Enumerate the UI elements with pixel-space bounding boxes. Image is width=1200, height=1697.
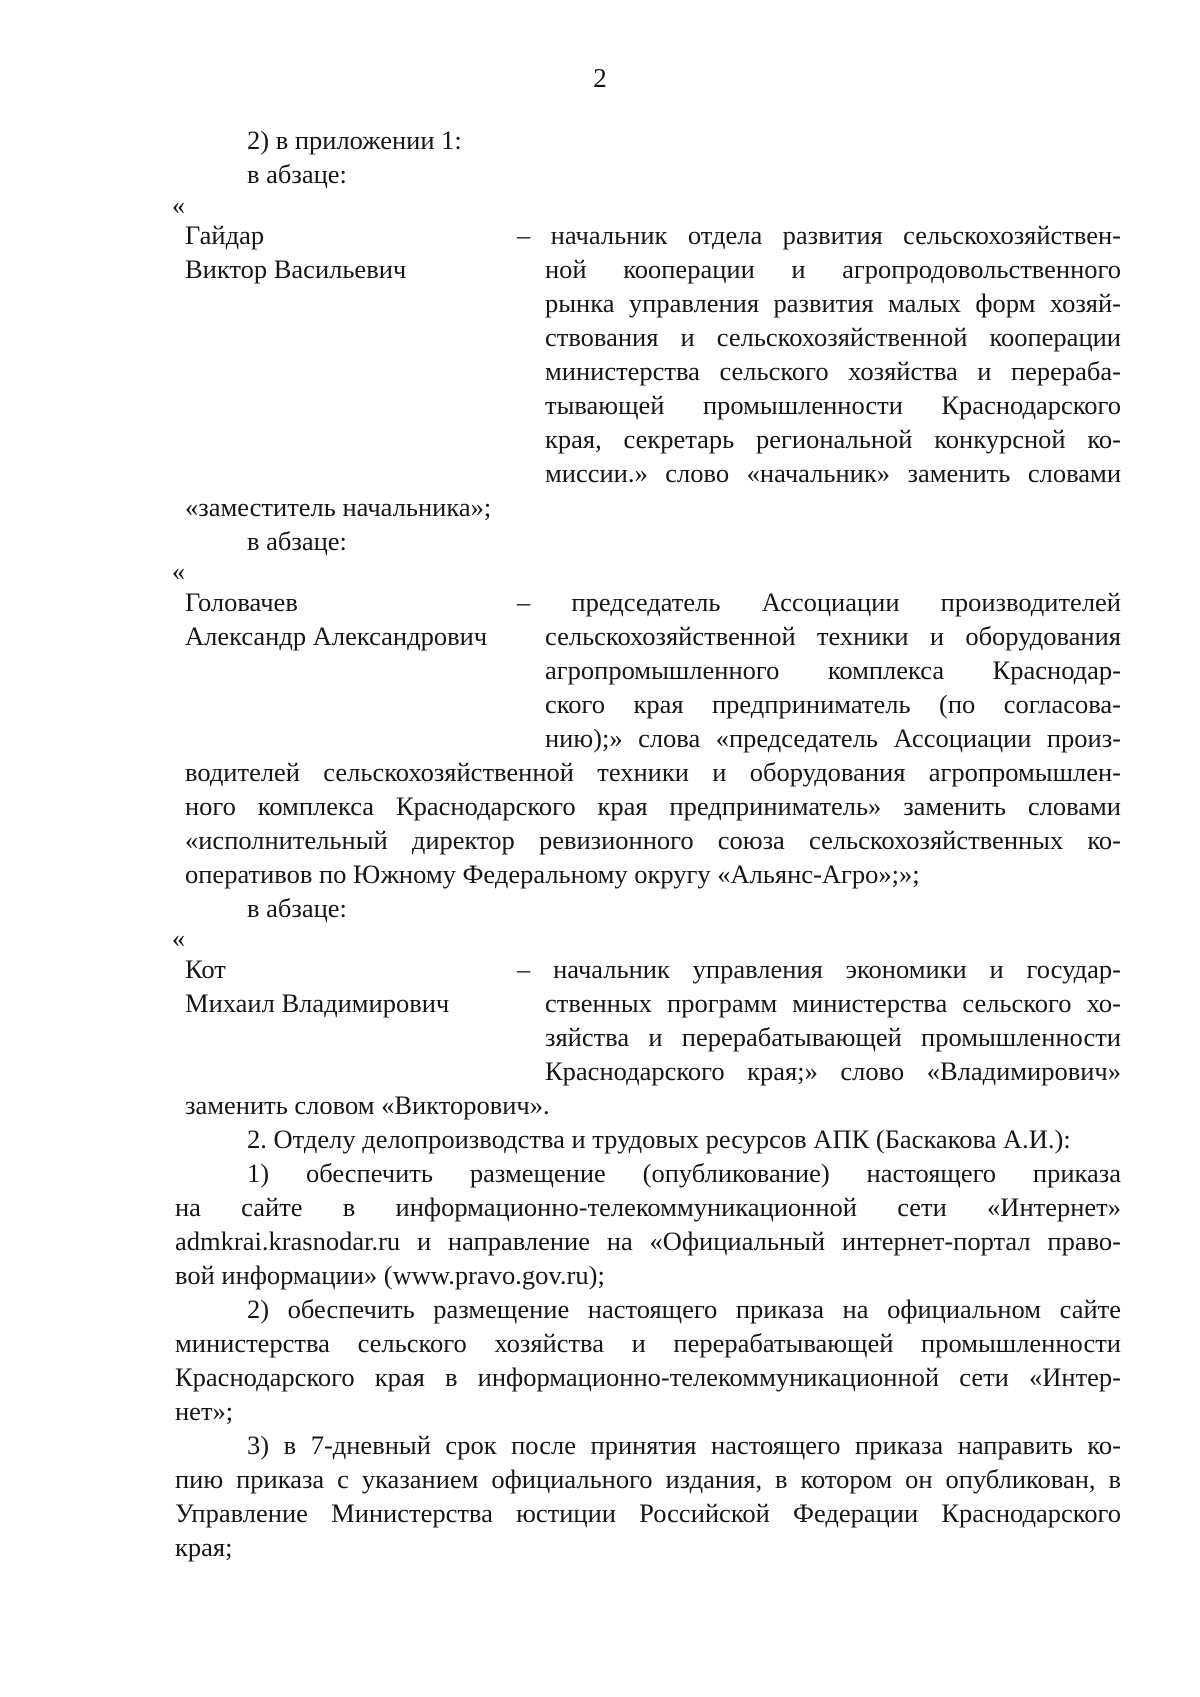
person-name: Александр Александрович [185, 621, 488, 651]
position-line: Краснодарского края;» слово «Владимирович» [545, 1056, 1121, 1086]
person-surname: Головачев [185, 587, 298, 617]
paragraph-line: «заместитель начальника»; [185, 492, 492, 522]
paragraph-line: Управление Министерства юстиции Российской Федерации Краснодарского [175, 1498, 1121, 1528]
position-line: ского края предприниматель (по согласова- [545, 689, 1121, 719]
opening-quote: « [172, 557, 185, 586]
position-line: ствования и сельскохозяйственной кооперации [545, 322, 1121, 352]
position-line: – начальник управления экономики и государ- [517, 954, 1121, 984]
position-line: тывающей промышленности Краснодарского [545, 390, 1121, 420]
paragraph-line: пию приказа с указанием официального издания, в котором он опубликован, в [175, 1464, 1121, 1494]
position-line: рынка управления развития малых форм хозяй- [545, 288, 1121, 318]
list-item: 1) обеспечить размещение (опубликование) настоящего приказа [247, 1158, 1121, 1188]
position-line: – начальник отдела развития сельскохозяйствен- [517, 220, 1121, 250]
paragraph-line: оперативов по Южному Федеральному округу «Альянс-Агро»;»; [185, 859, 920, 889]
paragraph-line: края; [175, 1532, 233, 1562]
person-name: Виктор Васильевич [185, 254, 407, 284]
position-line: зяйства и перерабатывающей промышленности [545, 1022, 1121, 1052]
paragraph-line: вой информации» (www.pravo.gov.ru); [175, 1260, 605, 1290]
position-line: – председатель Ассоциации производителей [517, 587, 1121, 617]
list-item: 2) в приложении 1: [247, 125, 462, 155]
position-line: ной кооперации и агропродовольственного [545, 254, 1121, 284]
paragraph-line: в абзаце: [247, 526, 347, 556]
paragraph-line: министерства сельского хозяйства и перерабатывающей промышленности [175, 1328, 1121, 1358]
opening-quote: « [172, 924, 185, 953]
page-number: 2 [593, 63, 607, 93]
list-item: 3) в 7-дневный срок после принятия настоящего приказа направить ко- [247, 1430, 1121, 1460]
paragraph-line: в абзаце: [247, 893, 347, 923]
paragraph-line: ного комплекса Краснодарского края предприниматель» заменить словами [185, 791, 1121, 821]
person-surname: Кот [185, 954, 226, 984]
position-line: миссии.» слово «начальник» заменить словами [545, 458, 1121, 488]
person-name: Михаил Владимирович [185, 988, 450, 1018]
paragraph-line: «исполнительный директор ревизионного союза сельскохозяйственных ко- [185, 825, 1121, 855]
paragraph-line: нет»; [175, 1396, 234, 1426]
position-line: агропромышленного комплекса Краснодар- [545, 655, 1121, 685]
position-line: края, секретарь региональной конкурсной ко- [545, 424, 1121, 454]
position-line: министерства сельского хозяйства и перераба- [545, 356, 1121, 386]
person-surname: Гайдар [185, 220, 265, 250]
position-line: ственных программ министерства сельского хо- [545, 988, 1121, 1018]
paragraph-line: admkrai.krasnodar.ru и направление на «Официальный интернет-портал право- [175, 1226, 1121, 1256]
paragraph-line: на сайте в информационно-телекоммуникационной сети «Интернет» [175, 1192, 1121, 1222]
list-item: 2) обеспечить размещение настоящего приказа на официальном сайте [247, 1294, 1121, 1324]
position-line: сельскохозяйственной техники и оборудования [545, 621, 1121, 651]
position-line: нию);» слова «председатель Ассоциации произ- [545, 723, 1121, 753]
opening-quote: « [172, 191, 185, 220]
list-item: 2. Отделу делопроизводства и трудовых ресурсов АПК (Баскакова А.И.): [247, 1124, 1071, 1154]
paragraph-line: заменить словом «Викторович». [185, 1090, 550, 1120]
paragraph-line: в абзаце: [247, 159, 347, 189]
paragraph-line: водителей сельскохозяйственной техники и оборудования агропромышлен- [185, 757, 1121, 787]
paragraph-line: Краснодарского края в информационно-телекоммуникационной сети «Интер- [175, 1362, 1121, 1392]
